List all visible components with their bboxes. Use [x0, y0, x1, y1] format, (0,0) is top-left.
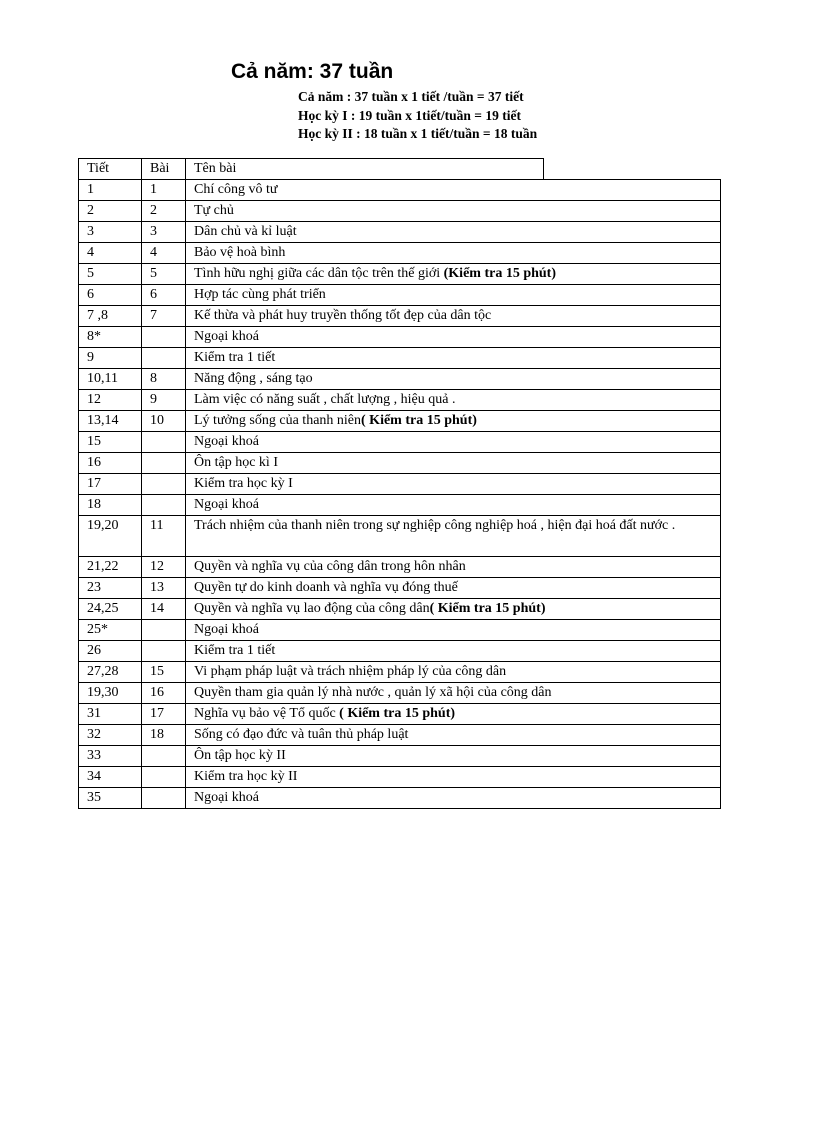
- lesson-note: ( Kiểm tra 15 phút): [339, 706, 456, 721]
- cell-tiet: 33: [79, 746, 142, 767]
- cell-ten-bai: [186, 474, 721, 495]
- header-cell-box: [185, 158, 544, 180]
- table-row: [79, 746, 721, 767]
- table-row: [79, 683, 721, 704]
- cell-tiet: 1: [79, 180, 142, 201]
- cell-ten-bai: [186, 704, 721, 725]
- cell-tiet: 26: [79, 641, 142, 662]
- table-row: [79, 432, 721, 453]
- cell-tiet: 18: [79, 495, 142, 516]
- cell-bai: [142, 746, 186, 767]
- cell-ten-bai: [186, 306, 721, 327]
- cell-tiet: 25*: [79, 620, 142, 641]
- lesson-title: Ôn tập học kỳ II: [194, 748, 286, 763]
- cell-bai: 7: [142, 306, 186, 327]
- cell-ten-bai: [186, 264, 721, 285]
- table-row: [79, 285, 721, 306]
- lesson-title: Ngoại khoá: [194, 497, 259, 512]
- cell-bai: 18: [142, 725, 186, 746]
- cell-bai: 4: [142, 243, 186, 264]
- lesson-title: Kiểm tra 1 tiết: [194, 643, 276, 658]
- cell-bai: [142, 788, 186, 809]
- cell-bai: 9: [142, 390, 186, 411]
- table-row: [79, 306, 721, 327]
- lesson-title: Nghĩa vụ bảo vệ Tổ quốc: [194, 706, 340, 721]
- table-row: [79, 641, 721, 662]
- cell-ten-bai: [186, 222, 721, 243]
- table-row: [79, 348, 721, 369]
- cell-bai: 15: [142, 662, 186, 683]
- cell-bai: 6: [142, 285, 186, 306]
- lesson-note: ( Kiểm tra 15 phút): [361, 413, 477, 428]
- lesson-title: Vi phạm pháp luật và trách nhiệm pháp lý của công dân: [194, 664, 507, 679]
- cell-tiet: 9: [79, 348, 142, 369]
- cell-bai: [142, 495, 186, 516]
- cell-bai: [142, 767, 186, 788]
- cell-tiet: 10,11: [79, 369, 142, 390]
- cell-ten-bai: [186, 201, 721, 222]
- lesson-title: Kiểm tra học kỳ II: [194, 769, 298, 784]
- cell-bai: [142, 474, 186, 495]
- cell-bai: 17: [142, 704, 186, 725]
- lesson-title: Ngoại khoá: [194, 329, 259, 344]
- cell-bai: 14: [142, 599, 186, 620]
- cell-tiet: 21,22: [79, 557, 142, 578]
- lesson-title: Hợp tác cùng phát triển: [194, 287, 326, 302]
- cell-tiet: 13,14: [79, 411, 142, 432]
- cell-bai: [142, 453, 186, 474]
- table-header-row: [79, 159, 721, 180]
- table-row: [79, 599, 721, 620]
- cell-tiet: 5: [79, 264, 142, 285]
- table-row: [79, 704, 721, 725]
- summary-semester-2: Học kỳ II : 18 tuần x 1 tiết/tuần = 18 tuần: [298, 126, 538, 141]
- cell-ten-bai: [186, 180, 721, 201]
- lesson-title: Ngoại khoá: [194, 790, 259, 805]
- cell-tiet: 34: [79, 767, 142, 788]
- summary-semester-1: Học kỳ I : 19 tuần x 1tiết/tuần = 19 tiết: [298, 108, 521, 123]
- table-row: [79, 390, 721, 411]
- lesson-title: Bảo vệ hoà bình: [194, 245, 286, 260]
- cell-ten-bai: [186, 767, 721, 788]
- cell-ten-bai: [186, 390, 721, 411]
- lesson-title: Sống có đạo đức và tuân thủ pháp luật: [194, 727, 409, 742]
- cell-tiet: 12: [79, 390, 142, 411]
- table-row: [79, 411, 721, 432]
- cell-ten-bai: [186, 516, 721, 557]
- lesson-title: Trách nhiệm của thanh niên trong sự nghiệp công nghiệp hoá , hiện đại hoá đất nước .: [194, 518, 676, 533]
- cell-ten-bai: [186, 348, 721, 369]
- summary-year: Cả năm : 37 tuần x 1 tiết /tuần = 37 tiết: [298, 89, 524, 104]
- lesson-title: Năng động , sáng tạo: [194, 371, 313, 386]
- cell-bai: 8: [142, 369, 186, 390]
- cell-ten-bai: [186, 788, 721, 809]
- schedule-table: [78, 158, 721, 809]
- lesson-title: Dân chủ và kỉ luật: [194, 224, 297, 239]
- lesson-title: Kiểm tra 1 tiết: [194, 350, 276, 365]
- cell-ten-bai: [186, 327, 721, 348]
- column-header-tiet: Tiết: [79, 159, 142, 180]
- cell-bai: 10: [142, 411, 186, 432]
- cell-bai: [142, 641, 186, 662]
- cell-ten-bai: [186, 662, 721, 683]
- lesson-title: Kiểm tra học kỳ I: [194, 476, 293, 491]
- lesson-note: ( Kiểm tra 15 phút): [429, 601, 546, 616]
- cell-tiet: 2: [79, 201, 142, 222]
- lesson-note: (Kiểm tra 15 phút): [443, 266, 557, 281]
- cell-ten-bai: [186, 641, 721, 662]
- lesson-title: Ngoại khoá: [194, 622, 259, 637]
- column-header-bai: Bài: [142, 159, 186, 180]
- cell-bai: [142, 348, 186, 369]
- cell-ten-bai: [186, 369, 721, 390]
- table-row: [79, 725, 721, 746]
- table-row: [79, 327, 721, 348]
- cell-ten-bai: [186, 432, 721, 453]
- table-row: [79, 222, 721, 243]
- cell-tiet: 19,30: [79, 683, 142, 704]
- cell-tiet: 7 ,8: [79, 306, 142, 327]
- table-row: [79, 557, 721, 578]
- cell-tiet: 24,25: [79, 599, 142, 620]
- cell-bai: 12: [142, 557, 186, 578]
- cell-ten-bai: [186, 557, 721, 578]
- schedule-table-body: [79, 180, 721, 809]
- cell-bai: [142, 432, 186, 453]
- lesson-title: Lý tưởng sống của thanh niên: [194, 413, 362, 428]
- cell-tiet: 32: [79, 725, 142, 746]
- column-header-ten-bai-label: Tên bài: [194, 160, 237, 176]
- table-row: [79, 453, 721, 474]
- table-row: [79, 264, 721, 285]
- cell-tiet: 27,28: [79, 662, 142, 683]
- table-row: [79, 201, 721, 222]
- cell-bai: 11: [142, 516, 186, 557]
- cell-tiet: 15: [79, 432, 142, 453]
- lesson-title: Ngoại khoá: [194, 434, 259, 449]
- lesson-title: Ôn tập học kì I: [194, 455, 278, 470]
- cell-tiet: 23: [79, 578, 142, 599]
- cell-ten-bai: [186, 725, 721, 746]
- table-row: [79, 495, 721, 516]
- cell-tiet: 35: [79, 788, 142, 809]
- cell-tiet: 31: [79, 704, 142, 725]
- cell-tiet: 3: [79, 222, 142, 243]
- cell-ten-bai: [186, 453, 721, 474]
- cell-tiet: 8*: [79, 327, 142, 348]
- lesson-title: Kế thừa và phát huy truyền thống tốt đẹp của dân tộc: [194, 308, 492, 323]
- cell-ten-bai: [186, 411, 721, 432]
- table-row: [79, 578, 721, 599]
- cell-bai: 2: [142, 201, 186, 222]
- cell-bai: [142, 327, 186, 348]
- cell-bai: 1: [142, 180, 186, 201]
- cell-ten-bai: [186, 578, 721, 599]
- lesson-title: Tự chủ: [194, 203, 234, 218]
- cell-ten-bai: [186, 495, 721, 516]
- lesson-title: Quyền và nghĩa vụ lao động của công dân: [194, 601, 430, 616]
- table-row: [79, 620, 721, 641]
- cell-tiet: 4: [79, 243, 142, 264]
- cell-bai: 16: [142, 683, 186, 704]
- cell-ten-bai: [186, 285, 721, 306]
- cell-ten-bai: [186, 599, 721, 620]
- cell-ten-bai: [186, 746, 721, 767]
- lesson-title: Làm việc có năng suất , chất lượng , hiệu quả .: [194, 392, 456, 407]
- column-header-ten-bai: [186, 159, 721, 180]
- table-row: [79, 662, 721, 683]
- table-row: [79, 767, 721, 788]
- table-row: [79, 369, 721, 390]
- table-row: [79, 474, 721, 495]
- table-row: [79, 516, 721, 557]
- cell-ten-bai: [186, 620, 721, 641]
- table-row: [79, 243, 721, 264]
- lesson-title: Tình hữu nghị giữa các dân tộc trên thế giới: [194, 266, 444, 281]
- cell-bai: [142, 620, 186, 641]
- cell-ten-bai: [186, 683, 721, 704]
- cell-tiet: 19,20: [79, 516, 142, 557]
- lesson-title: Quyền tham gia quản lý nhà nước , quản lý xã hội của công dân: [194, 685, 552, 700]
- table-row: [79, 180, 721, 201]
- cell-tiet: 16: [79, 453, 142, 474]
- cell-ten-bai: [186, 243, 721, 264]
- cell-tiet: 6: [79, 285, 142, 306]
- cell-bai: 5: [142, 264, 186, 285]
- cell-bai: 3: [142, 222, 186, 243]
- cell-tiet: 17: [79, 474, 142, 495]
- lesson-title: Chí công vô tư: [194, 182, 278, 197]
- cell-bai: 13: [142, 578, 186, 599]
- lesson-title: Quyền và nghĩa vụ của công dân trong hôn nhân: [194, 559, 466, 574]
- page-title: Cả năm: 37 tuần: [231, 60, 394, 83]
- table-row: [79, 788, 721, 809]
- lesson-title: Quyền tự do kinh doanh và nghĩa vụ đóng thuế: [194, 580, 458, 595]
